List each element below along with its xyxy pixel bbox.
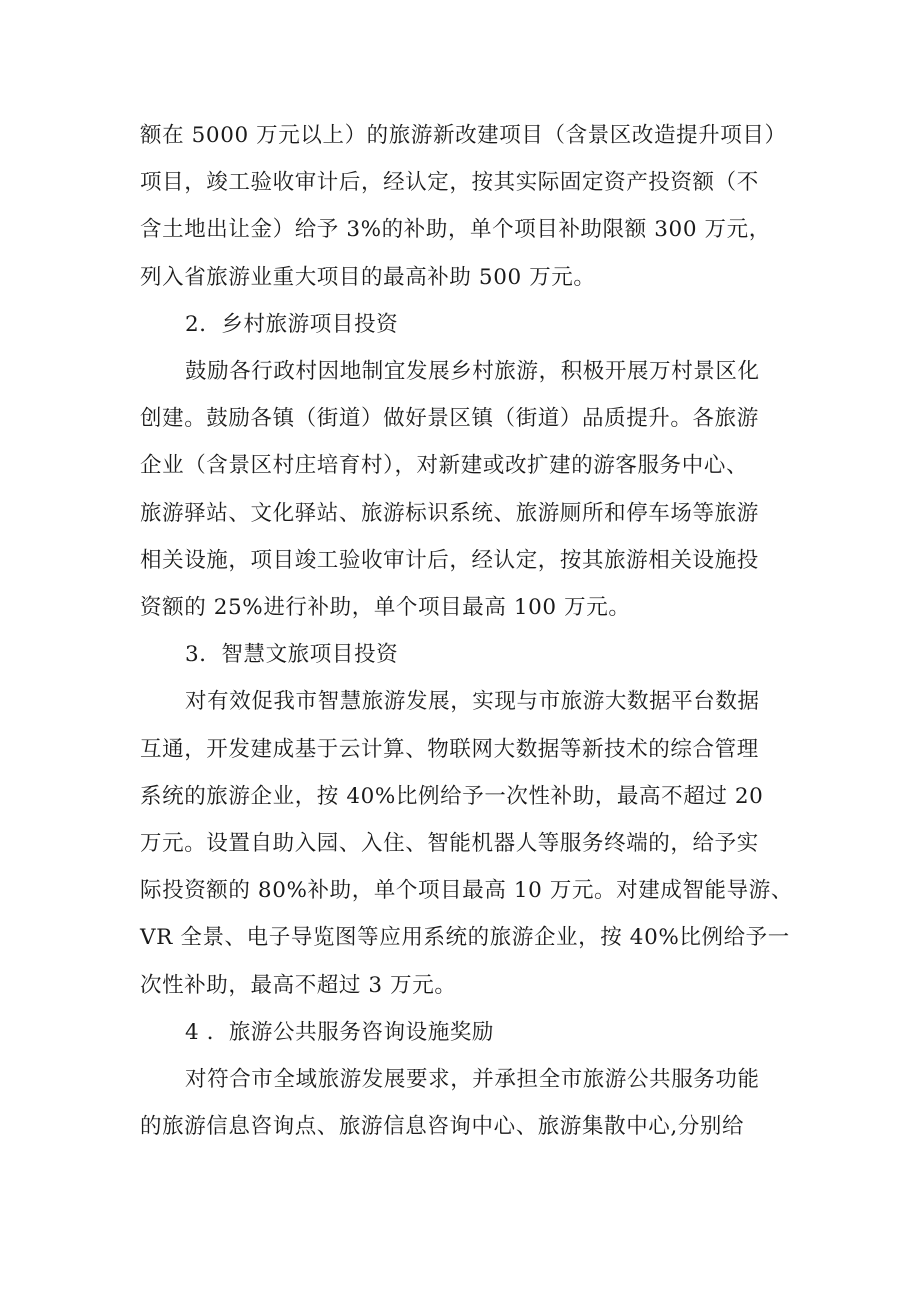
section-heading: 2．乡村旅游项目投资	[185, 311, 399, 337]
paragraph-project-subsidy	[140, 112, 800, 301]
document-body	[140, 112, 800, 1150]
paragraph-public-service	[140, 1056, 800, 1150]
text-line: 相关设施，项目竣工验收审计后，经认定，按其旅游相关设施投	[140, 547, 759, 573]
heading-smart-tourism	[140, 631, 800, 678]
text-line: 系统的旅游企业，按 40%比例给予一次性补助，最高不超过 20	[140, 783, 764, 809]
text-line: 万元。设置自助入园、入住、智能机器人等服务终端的，给予实	[140, 831, 759, 857]
text-line: 鼓励各行政村因地制宜发展乡村旅游，积极开展万村景区化	[185, 359, 760, 385]
text-line: 次性补助，最高不超过 3 万元。	[140, 972, 457, 998]
text-line: 项目，竣工验收审计后，经认定，按其实际固定资产投资额（不	[140, 170, 759, 196]
text-line: 创建。鼓励各镇（街道）做好景区镇（街道）品质提升。各旅游	[140, 406, 759, 432]
text-line: 额在 5000 万元以上）的旅游新改建项目（含景区改造提升项目）	[140, 123, 787, 148]
text-line: 资额的 25%进行补助，单个项目最高 100 万元。	[140, 595, 631, 621]
paragraph-smart-tourism	[140, 678, 800, 1008]
heading-rural-tourism	[140, 301, 800, 348]
paragraph-rural-tourism	[140, 348, 800, 631]
heading-public-service	[140, 1009, 800, 1056]
text-line: 旅游驿站、文化驿站、旅游标识系统、旅游厕所和停车场等旅游	[140, 500, 759, 526]
text-line: 对有效促我市智慧旅游发展，实现与市旅游大数据平台数据	[185, 689, 760, 715]
text-line: 的旅游信息咨询点、旅游信息咨询中心、旅游集散中心,分别给	[140, 1114, 745, 1140]
text-line: VR 全景、电子导览图等应用系统的旅游企业，按 40%比例给予一	[140, 925, 790, 951]
text-line: 企业（含景区村庄培育村），对新建或改扩建的游客服务中心、	[140, 453, 749, 479]
section-heading: 3．智慧文旅项目投资	[185, 642, 399, 668]
text-line: 互通，开发建成基于云计算、物联网大数据等新技术的综合管理	[140, 736, 759, 762]
text-line: 际投资额的 80%补助，单个项目最高 10 万元。对建成智能导游、	[140, 878, 793, 904]
text-line: 含土地出让金）给予 3%的补助，单个项目补助限额 300 万元，	[140, 217, 771, 243]
section-heading: 4 ．旅游公共服务咨询设施奖励	[185, 1019, 495, 1045]
text-line: 列入省旅游业重大项目的最高补助 500 万元。	[140, 264, 596, 290]
text-line: 对符合市全域旅游发展要求，并承担全市旅游公共服务功能	[185, 1067, 760, 1093]
